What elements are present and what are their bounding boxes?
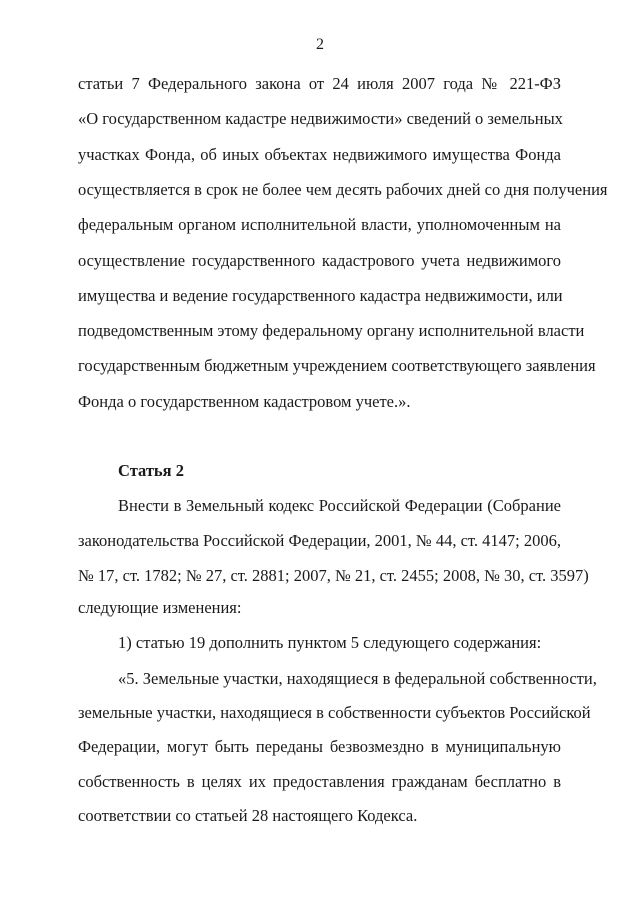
text-line: «5. Земельные участки, находящиеся в федеральной собственности, [118, 669, 597, 688]
text-line: соответствии со статьей 28 настоящего Кодекса. [78, 806, 418, 825]
article-heading: Статья 2 [118, 461, 184, 480]
text-line: Федерации, могут быть переданы безвозмездно в муниципальную [78, 737, 561, 756]
text-line: имущества и ведение государственного кадастра недвижимости, или [78, 286, 563, 305]
list-item: 1) статью 19 дополнить пунктом 5 следующего содержания: [118, 633, 542, 652]
text-line: законодательства Российской Федерации, 2001, № 44, ст. 4147; 2006, [78, 531, 561, 550]
text-line: федеральным органом исполнительной власти, уполномоченным на [78, 215, 561, 234]
page-number: 2 [316, 36, 324, 53]
text-line: Внести в Земельный кодекс Российской Федерации (Собрание [118, 496, 561, 515]
text-line: «О государственном кадастре недвижимости» сведений о земельных [78, 109, 563, 128]
text-line: подведомственным этому федеральному органу исполнительной власти [78, 321, 585, 340]
text-line: участках Фонда, об иных объектах недвижимого имущества Фонда [78, 145, 561, 164]
text-line: Фонда о государственном кадастровом учете.». [78, 392, 411, 411]
text-line: земельные участки, находящиеся в собственности субъектов Российской [78, 703, 591, 722]
text-line: собственность в целях их предоставления гражданам бесплатно в [78, 772, 561, 791]
text-line: осуществляется в срок не более чем десять рабочих дней со дня получения [78, 180, 608, 199]
text-line: осуществление государственного кадастрового учета недвижимого [78, 251, 561, 270]
text-line: государственным бюджетным учреждением соответствующего заявления [78, 356, 596, 375]
text-line: статьи 7 Федерального закона от 24 июля 2007 года № 221-ФЗ [78, 74, 561, 93]
text-line: № 17, ст. 1782; № 27, ст. 2881; 2007, № 21, ст. 2455; 2008, № 30, ст. 3597) [78, 566, 589, 585]
text-line: следующие изменения: [78, 598, 242, 617]
